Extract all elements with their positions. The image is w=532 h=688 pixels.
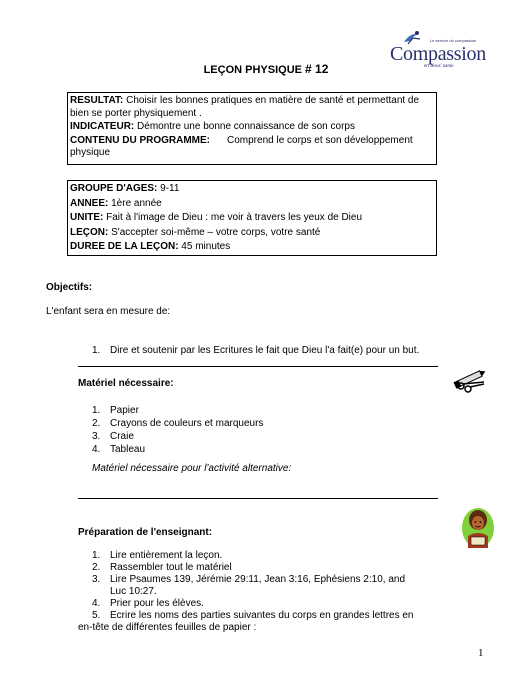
indicateur-line (70, 121, 434, 134)
materiel-item-text: Crayons de couleurs et marqueurs (110, 418, 264, 429)
materiel-item-text: Craie (110, 431, 134, 442)
logo-wordmark: Compassion (390, 43, 486, 65)
groupe-label: GROUPE D'AGES: (70, 183, 158, 194)
duree-line (70, 241, 434, 254)
pencil-scissors-icon (450, 364, 488, 394)
objectif-item-text: Dire et soutenir par les Ecritures le fait que Dieu l'a fait(e) pour un but. (110, 345, 420, 356)
preparation-item-text: Prier pour les élèves. (110, 598, 204, 609)
lecon-text: S'accepter soi-même – votre corps, votre santé (108, 226, 321, 238)
objectif-item-num: 1. (92, 345, 101, 356)
groupe-text: 9-11 (157, 183, 180, 194)
preparation-item-num: 5. (92, 610, 101, 621)
logo-small-text: Le service du compassion (430, 38, 477, 43)
resultat-label: RESULTAT: (70, 95, 124, 106)
preparation-item-num: 2. (92, 562, 101, 573)
title-text: LEÇON PHYSIQUE (203, 64, 306, 76)
materiel-alternative: Matériel nécessaire pour l'activité alternative: (92, 463, 292, 474)
materiel-item-text: Papier (110, 405, 139, 416)
preparation-item-text: Lire entièrement la leçon. (110, 550, 223, 561)
preparation-item-continuation: Luc 10:27. (110, 586, 157, 597)
lecon-label: LEÇON: (70, 226, 109, 238)
duree-text: 45 minutes (178, 241, 231, 252)
materiel-item-num: 2. (92, 418, 101, 429)
resultat-text: Choisir les bonnes pratiques en matière de santé et permettant de bien se porter physiquement . (70, 95, 420, 119)
preparation-item-text: Ecrire les noms des parties suivantes du corps en grandes lettres en (110, 610, 414, 621)
groupe-line (70, 183, 434, 196)
preparation-item-num: 4. (92, 598, 101, 609)
annee-text: 1ère année (108, 197, 162, 209)
lecon-line (70, 227, 434, 240)
preparation-item-text: Rassembler tout le matériel (110, 562, 232, 573)
preparation-item-continuation: en-tête de différentes feuilles de papier : (78, 622, 257, 633)
preparation-item-num: 1. (92, 550, 101, 561)
title-number: # 12 (305, 62, 329, 76)
indicateur-label: INDICATEUR: (70, 121, 135, 132)
objectifs-heading: Objectifs: (46, 282, 93, 293)
lesson-info-box (67, 180, 437, 256)
page-title (0, 62, 532, 76)
divider (78, 498, 438, 499)
resultat-line (70, 95, 434, 120)
materiel-item-num: 1. (92, 405, 101, 416)
page-number: 1 (478, 647, 484, 659)
materiel-heading: Matériel nécessaire: (78, 378, 174, 389)
indicateur-text: Démontre une bonne connaissance de son corps (134, 121, 355, 132)
annee-label: ANNEE: (70, 197, 109, 209)
preparation-item-num: 3. (92, 574, 101, 585)
preparation-heading: Préparation de l'enseignant: (78, 527, 213, 538)
contenu-line (70, 135, 434, 160)
materiel-item-text: Tableau (110, 444, 146, 455)
objectifs-intro: L'enfant sera en mesure de: (46, 306, 171, 317)
materiel-item-num: 3. (92, 431, 101, 442)
annee-line (70, 198, 434, 211)
outcome-box (67, 92, 437, 165)
unite-label: UNITE: (70, 212, 104, 223)
contenu-text: Comprend le corps et son développement physique (70, 134, 413, 158)
unite-text: Fait à l'image de Dieu : me voir à travers les yeux de Dieu (103, 212, 363, 223)
teacher-clipart-icon (460, 502, 496, 550)
preparation-item-text: Lire Psaumes 139, Jérémie 29:11, Jean 3:16, Ephésiens 2:10, and (110, 574, 406, 585)
divider (78, 366, 438, 367)
unite-line (70, 212, 434, 225)
materiel-item-num: 4. (92, 444, 101, 455)
duree-label: DUREE DE LA LEÇON: (70, 241, 179, 252)
logo-tagline: en Jésus' name (424, 64, 454, 69)
contenu-label: CONTENU DU PROGRAMME: (70, 134, 210, 146)
